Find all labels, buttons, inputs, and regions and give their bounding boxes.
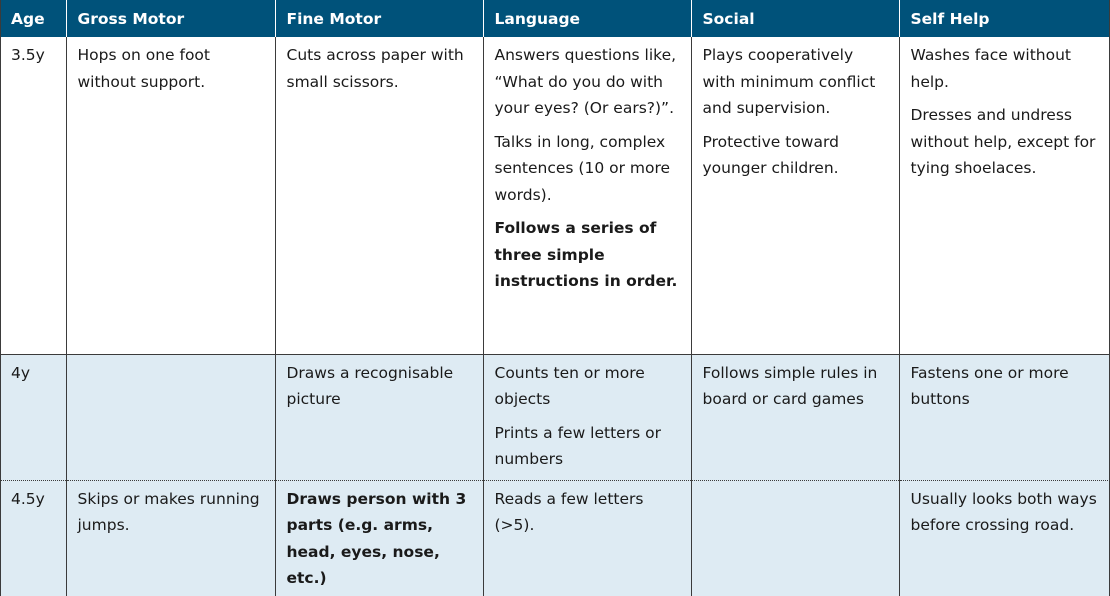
gross-motor-cell — [66, 37, 275, 354]
fine-motor-cell — [275, 480, 483, 596]
milestone-text: Dresses and undress without help, except for tying shoelaces. — [910, 106, 1096, 177]
gross-motor-cell — [66, 480, 275, 596]
milestone-text: Counts ten or more objects — [494, 363, 645, 408]
self-help-cell — [899, 354, 1110, 480]
milestone-text: Follows simple rules in board or card games — [702, 363, 878, 408]
milestone-text: Skips or makes running jumps. — [77, 489, 260, 534]
milestone-text: Talks in long, complex sentences (10 or more words). — [494, 132, 671, 204]
milestone-text: Usually looks both ways before crossing road. — [910, 489, 1097, 534]
language-cell — [483, 354, 691, 480]
header-self-help: Self Help — [899, 0, 1110, 37]
header-row — [0, 0, 1110, 37]
milestone-text: Plays cooperatively with minimum conflict and supervision. — [702, 46, 876, 117]
table-body — [0, 37, 1110, 596]
self-help-cell — [899, 37, 1110, 354]
fine-motor-cell — [275, 354, 483, 480]
header-age: Age — [0, 0, 66, 37]
language-cell — [483, 37, 691, 354]
milestone-text: Draws a recognisable picture — [286, 363, 454, 408]
header-fine-motor: Fine Motor — [275, 0, 483, 37]
table-row — [0, 37, 1110, 354]
milestone-text-bold: Follows a series of three simple instructions in order. — [494, 219, 678, 290]
milestone-text: Protective toward younger children. — [702, 132, 839, 177]
age-label: 4.5y — [11, 489, 45, 508]
milestone-text-bold: Draws person with 3 parts (e.g. arms, head, eyes, nose, etc.) — [286, 489, 467, 587]
table-row — [0, 480, 1110, 596]
header-social: Social — [691, 0, 899, 37]
table-header — [0, 0, 1110, 37]
milestone-text: Cuts across paper with small scissors. — [286, 46, 464, 91]
header-language: Language — [483, 0, 691, 37]
milestone-text: Answers questions like, “What do you do with your eyes? (Or ears?)”. — [494, 46, 677, 117]
milestone-text: Prints a few letters or numbers — [494, 423, 661, 468]
gross-motor-cell — [66, 354, 275, 480]
age-label: 4y — [11, 363, 31, 382]
age-cell — [0, 480, 66, 596]
header-gross-motor: Gross Motor — [66, 0, 275, 37]
table-row — [0, 354, 1110, 480]
social-cell — [691, 354, 899, 480]
age-cell — [0, 37, 66, 354]
age-label: 3.5y — [11, 46, 45, 64]
age-cell — [0, 354, 66, 480]
social-cell — [691, 480, 899, 596]
language-cell — [483, 480, 691, 596]
fine-motor-cell — [275, 37, 483, 354]
milestone-text: Hops on one foot without support. — [77, 46, 210, 91]
social-cell — [691, 37, 899, 354]
milestone-text: Washes face without help. — [910, 46, 1071, 91]
milestone-text: Fastens one or more buttons — [910, 363, 1069, 408]
self-help-cell — [899, 480, 1110, 596]
milestone-text: Reads a few letters (>5). — [494, 489, 644, 534]
